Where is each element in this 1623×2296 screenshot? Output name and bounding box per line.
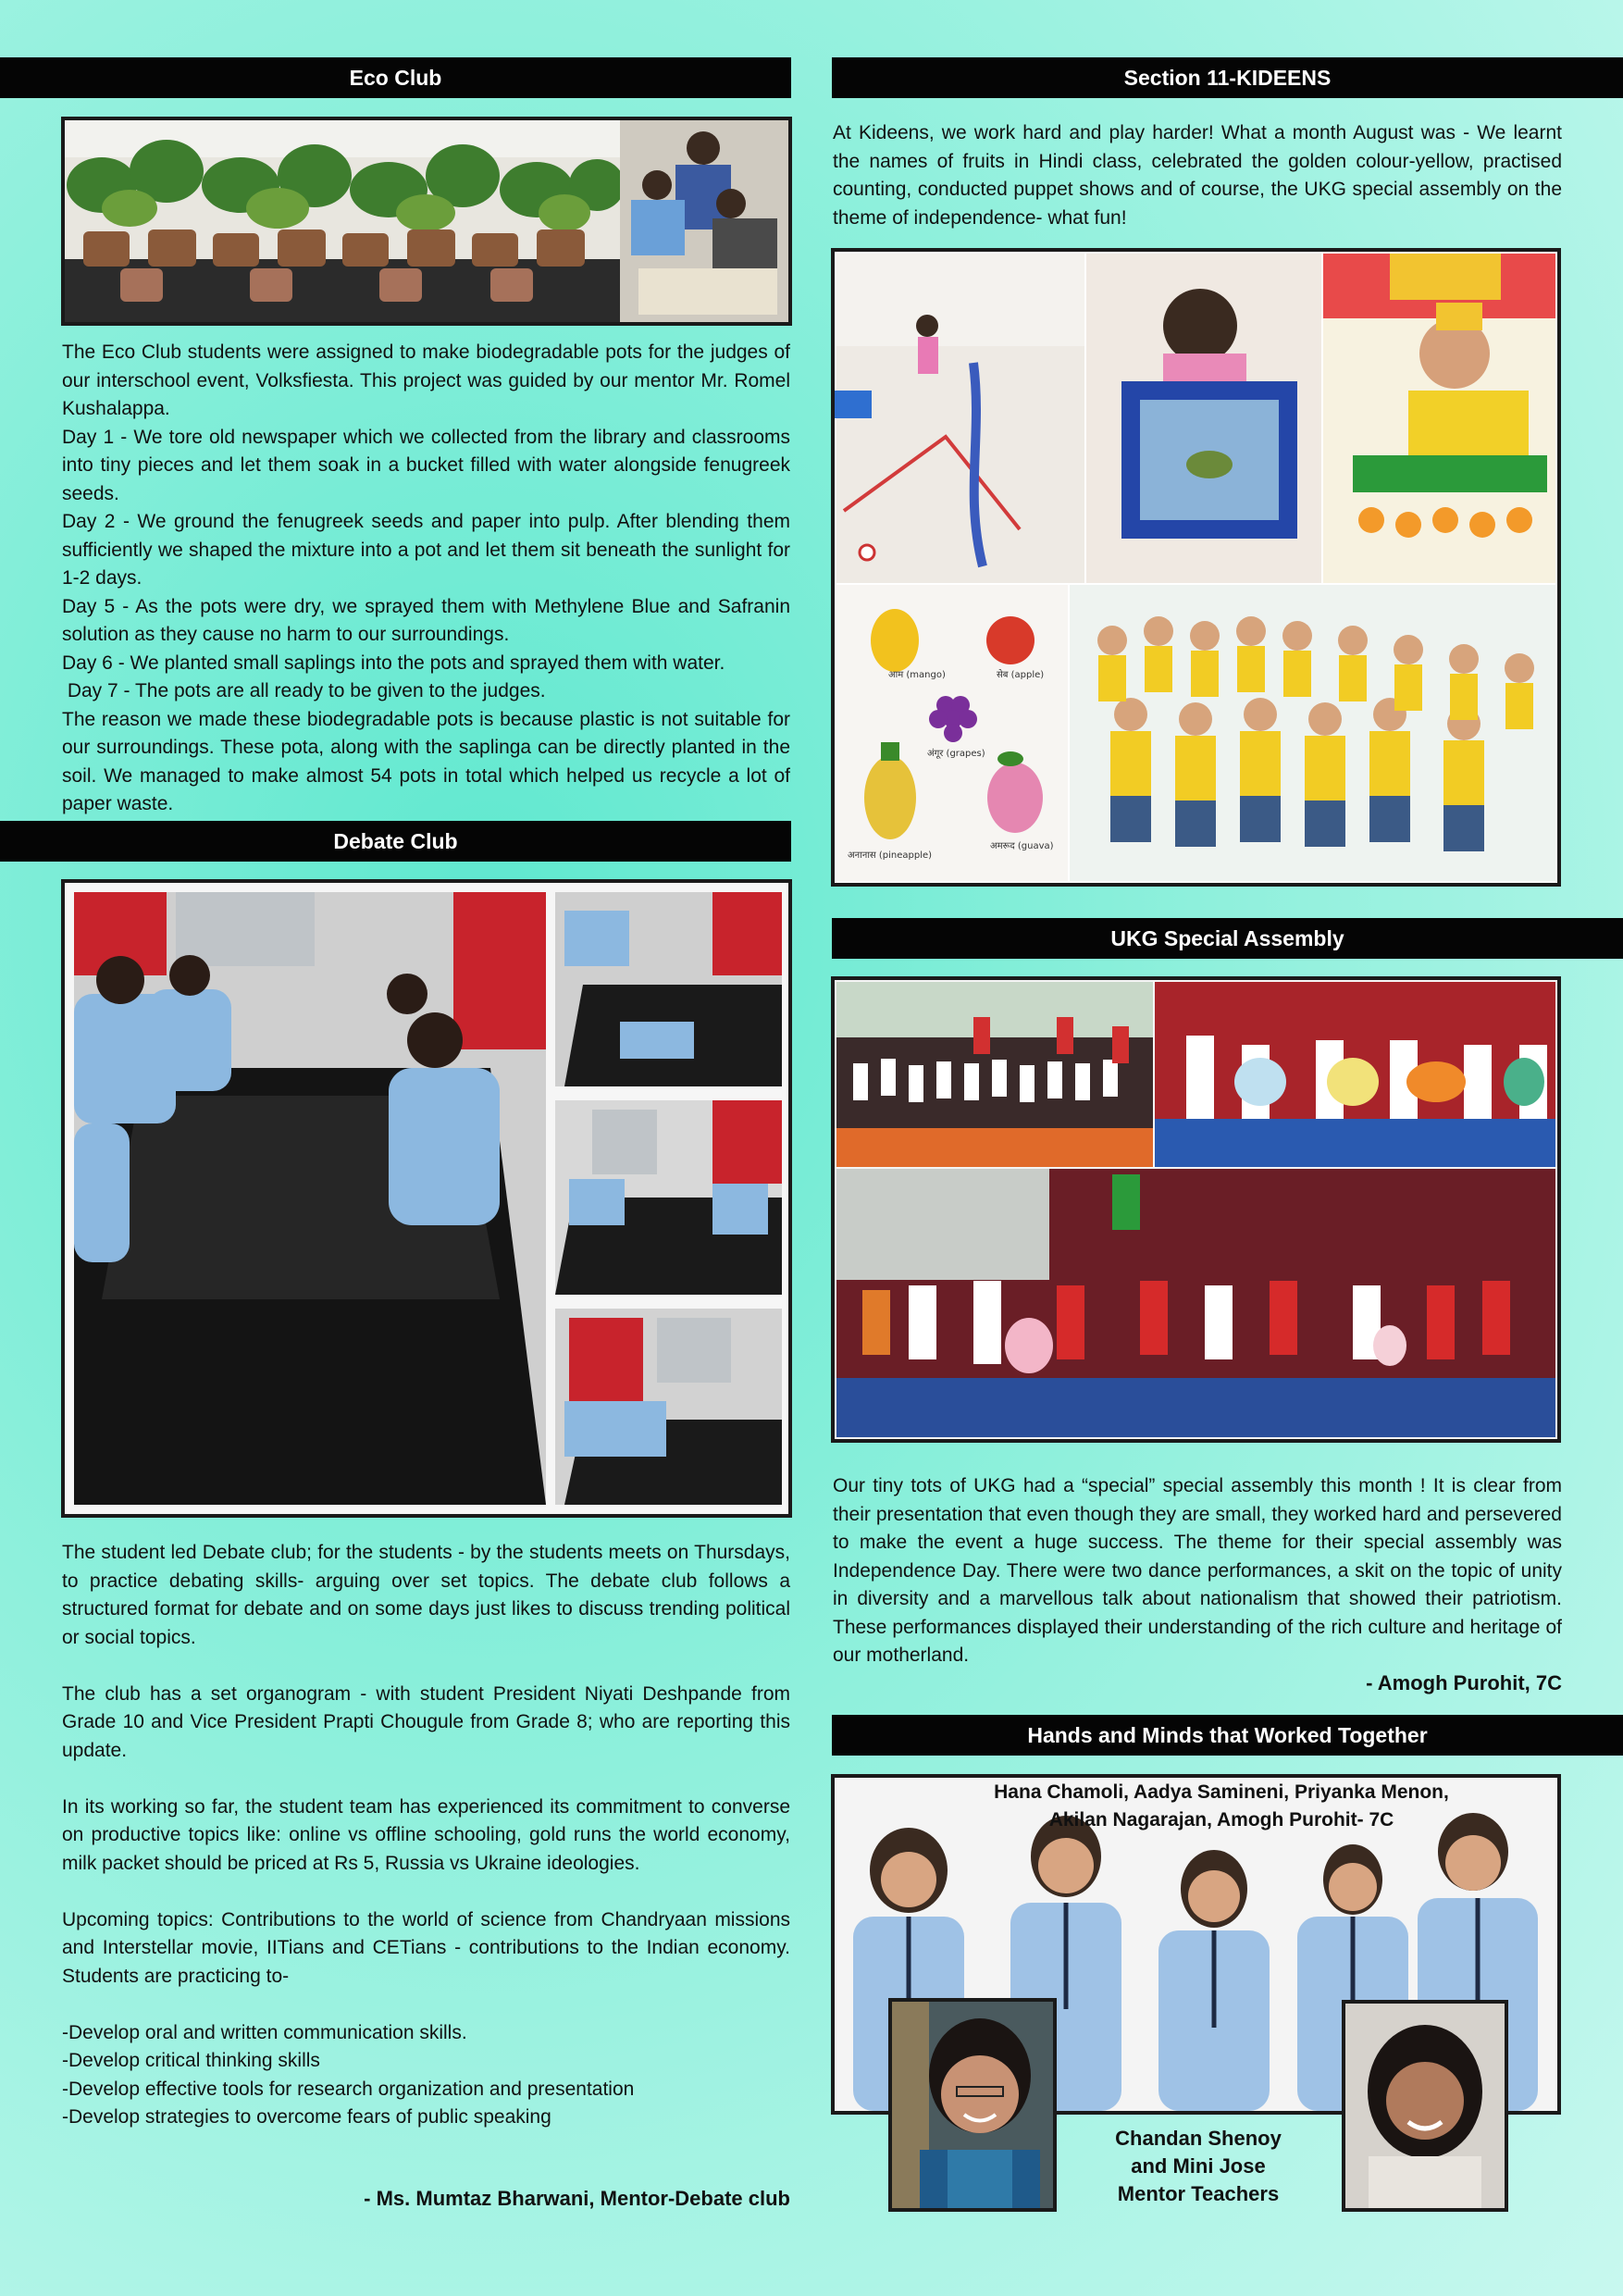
kideens-photo-collage	[831, 248, 1561, 887]
kideens-intro: At Kideens, we work hard and play harder! What a month August was - We learnt the names of fruits in Hindi class, celebrated the golden colour-yellow, practised counting, conducted puppet shows and of course, the UKG special assembly on the theme of independence- what fun!	[833, 122, 1562, 229]
fruit-label: आम (mango)	[888, 670, 946, 680]
debate-club-photo	[61, 879, 792, 1518]
debate-club-heading: Debate Club	[0, 821, 791, 862]
eco-club-paragraph: Day 1 - We tore old newspaper which we collected from the library and classrooms into tiny pieces and let them soak in a bucket filled with water alongside fenugreek seeds.	[62, 426, 790, 504]
eco-club-paragraph: The Eco Club students were assigned to make biodegradable pots for the judges of our interschool event, Volksfiesta. This project was guided by our mentor Mr. Romel Kushalappa.	[62, 341, 790, 419]
debate-goal-item: -Develop critical thinking skills	[62, 2050, 320, 2071]
mentor-portrait-right	[1342, 2000, 1508, 2212]
kideens-heading: Section 11-KIDEENS	[832, 57, 1623, 98]
debate-club-paragraph: Upcoming topics: Contributions to the world of science from Chandryaan missions and Interstellar movie, IITians and CETians - contributions to the Indian economy. Students are practicing to-	[62, 1908, 790, 1987]
debate-club-text	[62, 1539, 790, 2132]
debate-goal-item: -Develop effective tools for research organization and presentation	[62, 2078, 635, 2100]
debate-goal-item: -Develop strategies to overcome fears of public speaking	[62, 2106, 551, 2128]
debate-club-paragraph: In its working so far, the student team has experienced its commitment to converse on productive topics like: online vs offline schooling, gold runs the world economy, milk packet should be priced at Rs 5, Russia vs Ukraine ideologies.	[62, 1795, 790, 1874]
fruit-label: सेब (apple)	[997, 670, 1045, 680]
mentor-teachers-caption	[1064, 2125, 1332, 2208]
debate-club-signature: - Ms. Mumtaz Bharwani, Mentor-Debate club	[364, 2187, 790, 2210]
ukg-assembly-photo-collage	[831, 976, 1561, 1443]
kideens-collage-graphic	[835, 252, 1557, 883]
team-students-names	[944, 1779, 1499, 1834]
debate-club-paragraph: The student led Debate club; for the students - by the students meets on Thursdays, to practice debating skills- arguing over set topics. The debate club follows a structured format for debate and on some days just likes to discuss trending political or social topics.	[62, 1542, 790, 1648]
eco-club-paragraph: The reason we made these biodegradable pots is because plastic is not suitable for our surroundings. These pota, along with the saplinga can be directly planted in the soil. We managed to make almost 54 pots in total which helped us recycle a lot of paper waste.	[62, 708, 790, 814]
eco-club-paragraph: Day 5 - As the pots were dry, we sprayed them with Methylene Blue and Safranin solution as they cause no harm to our surroundings.	[62, 595, 790, 645]
eco-club-paragraph: Day 6 - We planted small saplings into the pots and sprayed them with water.	[62, 652, 725, 674]
team-students-line: Hana Chamoli, Aadya Samineni, Priyanka Menon,	[994, 1781, 1449, 1803]
team-students-line: Akilan Nagarajan, Amogh Purohit- 7C	[1048, 1809, 1394, 1831]
mentor-role-line: Mentor Teachers	[1117, 2182, 1280, 2205]
mentor-portrait-right-graphic	[1345, 2004, 1505, 2208]
fruit-label: अंगूर (grapes)	[927, 749, 985, 759]
eco-club-paragraph: Day 2 - We ground the fenugreek seeds and paper into pulp. After blending them sufficiently we shaped the mixture into a pot and let them sit beneath the sunlight for 1-2 days.	[62, 511, 790, 589]
debate-goal-item: -Develop oral and written communication skills.	[62, 2021, 467, 2043]
debate-club-photo-graphic	[65, 883, 788, 1514]
eco-club-heading: Eco Club	[0, 57, 791, 98]
eco-club-paragraph: Day 7 - The pots are all ready to be given to the judges.	[62, 680, 546, 701]
ukg-collage-graphic	[835, 980, 1557, 1439]
hands-minds-heading: Hands and Minds that Worked Together	[832, 1715, 1623, 1756]
mentor-names-line: and Mini Jose	[1131, 2154, 1266, 2178]
mentor-names-line: Chandan Shenoy	[1115, 2127, 1282, 2150]
debate-club-paragraph: The club has a set organogram - with student President Niyati Deshpande from Grade 10 and Vice President Prapti Chougule from Grade 8; who are reporting this update.	[62, 1682, 790, 1761]
ukg-assembly-text: Our tiny tots of UKG had a “special” special assembly this month ! It is clear from their presentation that even though they are small, they worked hard and persevered to make the event a huge success. The theme for their special assembly was Independence Day. There were two dance performances, a skit on the topic of unity in diversity and a marvellous talk about nationalism that showed their patriotism. These performances displayed their understanding of the rich culture and heritage of our motherland.	[833, 1475, 1562, 1666]
fruit-label: अमरूद (guava)	[990, 841, 1054, 851]
mentor-portrait-left-graphic	[892, 2002, 1053, 2208]
ukg-assembly-signature: - Amogh Purohit, 7C	[1366, 1671, 1562, 1694]
eco-club-photo-graphic	[65, 120, 788, 322]
mentor-portrait-left	[888, 1998, 1057, 2212]
eco-club-photo	[61, 117, 792, 326]
fruit-label: अनानास (pineapple)	[848, 850, 933, 861]
ukg-assembly-heading: UKG Special Assembly	[832, 918, 1623, 959]
eco-club-text	[62, 339, 790, 819]
